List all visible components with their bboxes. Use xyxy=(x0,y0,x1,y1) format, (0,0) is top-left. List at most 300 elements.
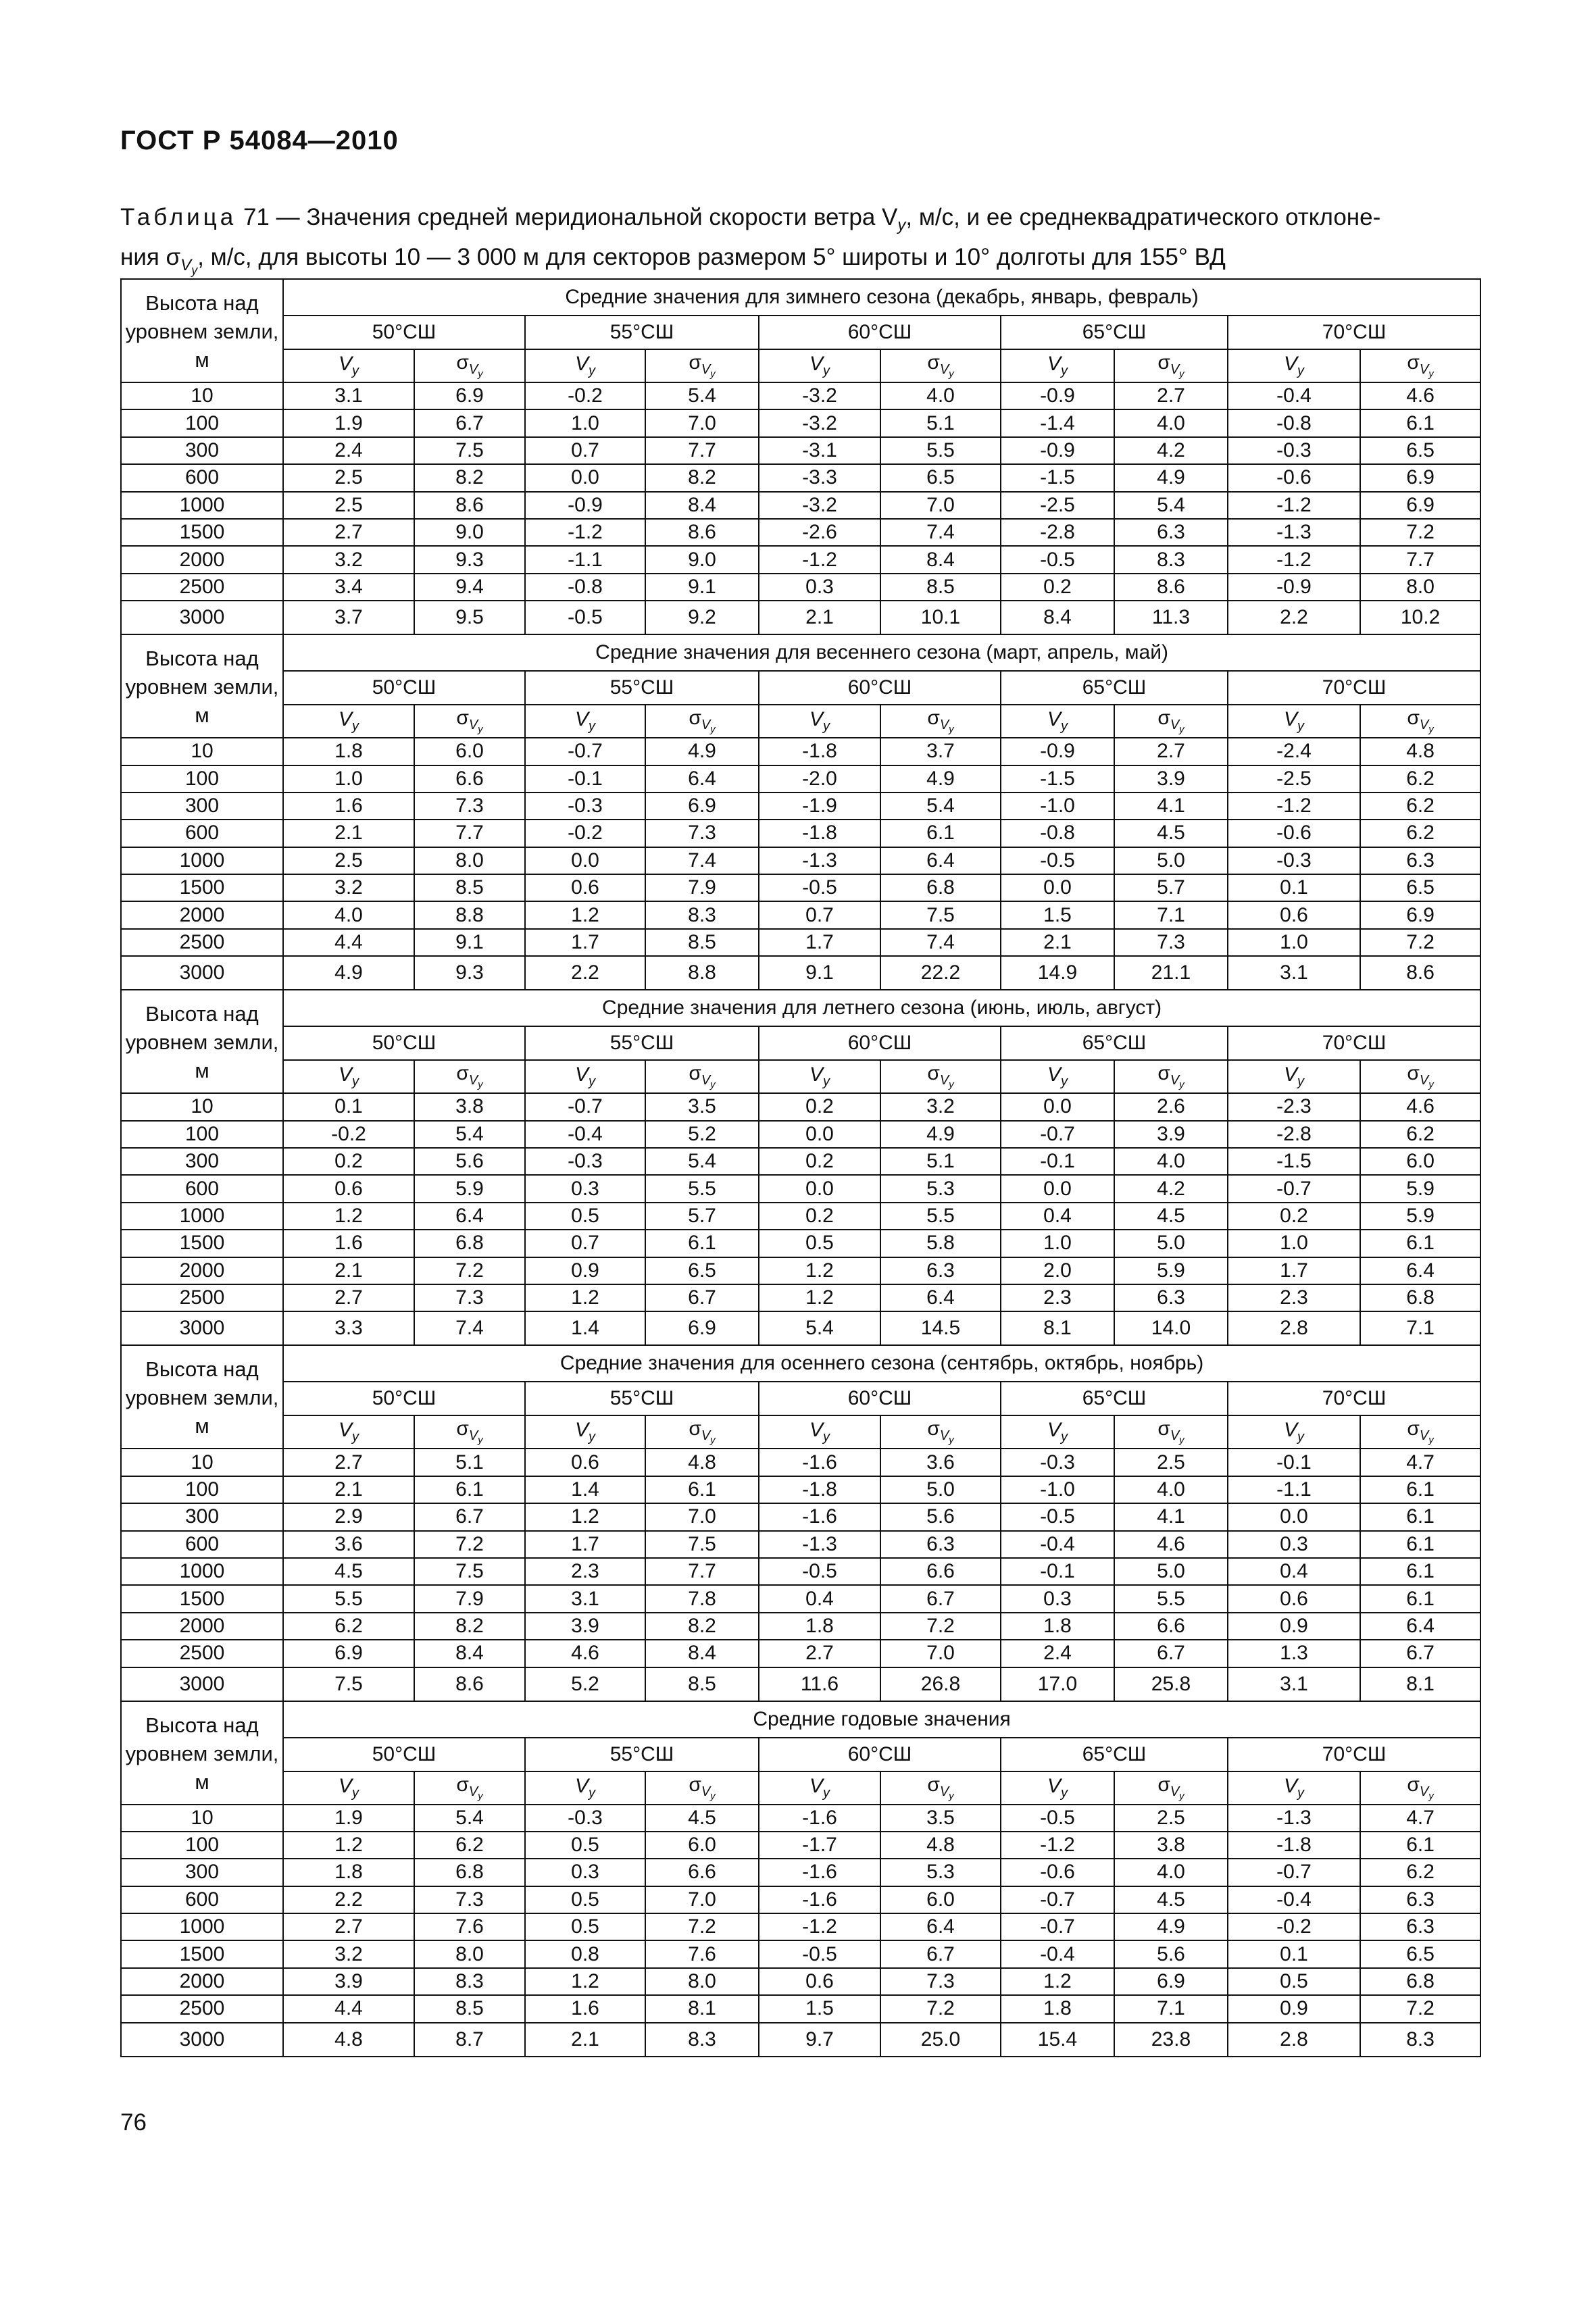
table-row xyxy=(121,464,1480,491)
table-row xyxy=(121,847,1480,874)
season-title: Средние значения для осеннего сезона (сентябрь, октябрь, ноябрь) xyxy=(283,1345,1480,1382)
value-cell: 6.4 xyxy=(1360,1613,1480,1640)
value-cell: 6.4 xyxy=(414,1203,525,1230)
value-cell: 2.4 xyxy=(283,437,414,464)
value-cell: 0.9 xyxy=(525,1257,645,1284)
value-cell: 0.4 xyxy=(1001,1203,1114,1230)
value-cell: 3.2 xyxy=(283,874,414,901)
height-cell: 2500 xyxy=(121,1640,283,1667)
value-cell: 8.4 xyxy=(645,1640,759,1667)
var-v-symbol: V xyxy=(338,1063,352,1086)
value-cell: 6.1 xyxy=(1360,1230,1480,1257)
value-cell: 6.1 xyxy=(1360,1832,1480,1859)
value-cell: 8.5 xyxy=(880,574,1001,601)
var-v-symbol: V xyxy=(1047,1774,1061,1797)
variable-header-row xyxy=(121,349,1480,382)
var-sigma-sub-y: y xyxy=(710,1079,716,1091)
var-sigma-symbol: σ xyxy=(1157,351,1170,374)
value-cell: 0.5 xyxy=(525,1832,645,1859)
variable-sigma-header xyxy=(880,1771,1001,1805)
value-cell: 4.8 xyxy=(880,1832,1001,1859)
value-cell: 6.2 xyxy=(1360,1121,1480,1148)
value-cell: 9.4 xyxy=(414,574,525,601)
var-sigma-sub-y: y xyxy=(1179,1790,1184,1802)
value-cell: 6.2 xyxy=(1360,820,1480,847)
value-cell: 8.1 xyxy=(645,1995,759,2022)
var-sigma-sub-v: V xyxy=(468,1784,478,1799)
var-sigma-sub-y: y xyxy=(949,724,954,736)
variable-sigma-header xyxy=(1360,349,1480,382)
value-cell: 6.1 xyxy=(414,1476,525,1503)
value-cell: 2.3 xyxy=(1001,1284,1114,1311)
value-cell: 0.5 xyxy=(1228,1968,1360,1995)
value-cell: 1.7 xyxy=(1228,1257,1360,1284)
value-cell: 1.9 xyxy=(283,1805,414,1832)
value-cell: 5.9 xyxy=(1114,1257,1228,1284)
value-cell: -1.5 xyxy=(1001,464,1114,491)
value-cell: -0.4 xyxy=(1228,382,1360,409)
value-cell: 7.5 xyxy=(414,1558,525,1585)
table-row xyxy=(121,382,1480,409)
height-cell: 600 xyxy=(121,820,283,847)
var-sigma-sub-y: y xyxy=(710,724,716,736)
value-cell: 0.7 xyxy=(759,901,880,928)
value-cell: 10.1 xyxy=(880,601,1001,634)
season-header-row xyxy=(121,279,1480,316)
height-cell: 10 xyxy=(121,1093,283,1120)
var-sigma-sub-v: V xyxy=(468,362,478,377)
var-v-sub: y xyxy=(1297,719,1304,734)
value-cell: 5.4 xyxy=(414,1805,525,1832)
var-sigma-sub-v: V xyxy=(701,1784,711,1799)
var-v-symbol: V xyxy=(1283,353,1297,375)
value-cell: 6.9 xyxy=(645,1311,759,1345)
value-cell: 7.2 xyxy=(414,1531,525,1558)
value-cell: -1.8 xyxy=(759,1476,880,1503)
var-v-sub: y xyxy=(823,363,830,378)
height-cell: 1000 xyxy=(121,1558,283,1585)
variable-sigma-header xyxy=(414,349,525,382)
value-cell: -0.5 xyxy=(759,1940,880,1967)
value-cell: 3.2 xyxy=(283,546,414,573)
value-cell: 3.9 xyxy=(525,1613,645,1640)
value-cell: 7.8 xyxy=(645,1585,759,1612)
value-cell: 4.1 xyxy=(1114,793,1228,820)
season-title: Средние значения для летнего сезона (июнь, июль, август) xyxy=(283,990,1480,1026)
value-cell: -1.7 xyxy=(759,1832,880,1859)
var-v-sub: y xyxy=(823,1074,830,1090)
variable-sigma-header xyxy=(1360,1060,1480,1093)
value-cell: 0.5 xyxy=(525,1913,645,1940)
value-cell: 0.1 xyxy=(1228,874,1360,901)
value-cell: -3.2 xyxy=(759,382,880,409)
height-cell: 100 xyxy=(121,1121,283,1148)
value-cell: 1.7 xyxy=(759,929,880,956)
value-cell: 0.3 xyxy=(759,574,880,601)
var-v-sub: y xyxy=(589,1430,595,1445)
value-cell: 1.0 xyxy=(283,765,414,793)
value-cell: 14.9 xyxy=(1001,956,1114,990)
var-sigma-sub-y: y xyxy=(949,1434,954,1447)
value-cell: 8.4 xyxy=(880,546,1001,573)
value-cell: 3.2 xyxy=(283,1940,414,1967)
value-cell: -3.2 xyxy=(759,409,880,436)
value-cell: 5.7 xyxy=(645,1203,759,1230)
value-cell: 2.9 xyxy=(283,1503,414,1530)
value-cell: -1.3 xyxy=(1228,1805,1360,1832)
var-sigma-sub-v: V xyxy=(468,1428,478,1444)
caption-number: 71 xyxy=(243,204,270,230)
value-cell: 0.6 xyxy=(1228,1585,1360,1612)
value-cell: 4.5 xyxy=(1114,1886,1228,1913)
value-cell: -2.8 xyxy=(1001,519,1114,546)
latitude-header: 70°СШ xyxy=(1228,671,1480,705)
value-cell: -2.6 xyxy=(759,519,880,546)
value-cell: -0.5 xyxy=(1001,546,1114,573)
value-cell: -0.8 xyxy=(525,574,645,601)
value-cell: -1.8 xyxy=(1228,1832,1360,1859)
value-cell: 4.4 xyxy=(283,929,414,956)
var-sigma-symbol: σ xyxy=(927,1062,940,1085)
height-cell: 1500 xyxy=(121,1940,283,1967)
value-cell: 4.0 xyxy=(1114,1859,1228,1886)
variable-sigma-header xyxy=(880,1415,1001,1449)
value-cell: 2.7 xyxy=(1114,738,1228,765)
height-cell: 3000 xyxy=(121,956,283,990)
value-cell: 9.0 xyxy=(645,546,759,573)
value-cell: -1.8 xyxy=(759,738,880,765)
table-row xyxy=(121,956,1480,990)
table-row xyxy=(121,1121,1480,1148)
value-cell: -0.2 xyxy=(283,1121,414,1148)
var-sigma-sub-v: V xyxy=(939,1428,949,1444)
var-sigma-symbol: σ xyxy=(456,1062,469,1085)
value-cell: 7.2 xyxy=(645,1913,759,1940)
value-cell: 3.8 xyxy=(1114,1832,1228,1859)
variable-sigma-header xyxy=(645,1771,759,1805)
height-cell: 2500 xyxy=(121,929,283,956)
variable-sigma-header xyxy=(645,349,759,382)
value-cell: 8.6 xyxy=(414,1667,525,1701)
value-cell: 2.8 xyxy=(1228,1311,1360,1345)
value-cell: 1.5 xyxy=(759,1995,880,2022)
latitude-header: 50°СШ xyxy=(283,316,525,349)
value-cell: 0.2 xyxy=(1001,574,1114,601)
value-cell: 6.7 xyxy=(880,1940,1001,1967)
value-cell: 0.0 xyxy=(1228,1503,1360,1530)
value-cell: 4.7 xyxy=(1360,1449,1480,1476)
value-cell: 5.6 xyxy=(414,1148,525,1175)
value-cell: 6.5 xyxy=(880,464,1001,491)
value-cell: 4.5 xyxy=(1114,820,1228,847)
value-cell: 6.6 xyxy=(645,1859,759,1886)
value-cell: 8.2 xyxy=(414,1613,525,1640)
value-cell: 6.3 xyxy=(1360,847,1480,874)
value-cell: 3.9 xyxy=(1114,765,1228,793)
value-cell: -0.1 xyxy=(1001,1558,1114,1585)
var-sigma-sub-y: y xyxy=(478,1790,483,1802)
variable-header-row xyxy=(121,705,1480,738)
var-sigma-symbol: σ xyxy=(1407,1417,1420,1440)
value-cell: -0.4 xyxy=(525,1121,645,1148)
var-sigma-sub-v: V xyxy=(1170,362,1180,377)
value-cell: 6.2 xyxy=(1360,1859,1480,1886)
value-cell: 6.4 xyxy=(1360,1257,1480,1284)
value-cell: 4.5 xyxy=(1114,1203,1228,1230)
value-cell: 4.4 xyxy=(283,1995,414,2022)
value-cell: 7.6 xyxy=(645,1940,759,1967)
value-cell: -2.3 xyxy=(1228,1093,1360,1120)
value-cell: 7.2 xyxy=(880,1613,1001,1640)
var-v-symbol: V xyxy=(574,1419,589,1442)
variable-v-header xyxy=(1228,1771,1360,1805)
value-cell: 7.7 xyxy=(645,437,759,464)
var-sigma-symbol: σ xyxy=(927,707,940,730)
value-cell: 4.8 xyxy=(1360,738,1480,765)
variable-v-header xyxy=(759,349,880,382)
value-cell: 0.3 xyxy=(525,1859,645,1886)
season-header-row xyxy=(121,1701,1480,1738)
value-cell: 0.4 xyxy=(1228,1558,1360,1585)
value-cell: 0.6 xyxy=(283,1175,414,1202)
value-cell: -0.2 xyxy=(525,820,645,847)
value-cell: 2.5 xyxy=(283,847,414,874)
value-cell: -3.2 xyxy=(759,492,880,519)
height-cell: 2000 xyxy=(121,901,283,928)
value-cell: 7.3 xyxy=(414,793,525,820)
variable-v-header xyxy=(283,705,414,738)
value-cell: -1.9 xyxy=(759,793,880,820)
value-cell: 0.2 xyxy=(1228,1203,1360,1230)
value-cell: 7.4 xyxy=(880,929,1001,956)
height-cell: 300 xyxy=(121,437,283,464)
caption-label: Таблица xyxy=(120,204,237,230)
value-cell: 6.5 xyxy=(1360,437,1480,464)
value-cell: 2.5 xyxy=(1114,1805,1228,1832)
height-cell: 1000 xyxy=(121,847,283,874)
value-cell: 6.7 xyxy=(414,1503,525,1530)
var-v-symbol: V xyxy=(809,1063,823,1086)
var-sigma-sub-y: y xyxy=(1428,1790,1434,1802)
value-cell: 3.9 xyxy=(283,1968,414,1995)
var-v-symbol: V xyxy=(1283,1419,1297,1442)
var-sigma-symbol: σ xyxy=(689,1062,701,1085)
var-v-sub: y xyxy=(352,719,359,734)
value-cell: -1.6 xyxy=(759,1503,880,1530)
variable-v-header xyxy=(1228,1415,1360,1449)
value-cell: 2.7 xyxy=(283,1449,414,1476)
value-cell: 6.8 xyxy=(414,1230,525,1257)
value-cell: -0.3 xyxy=(525,1805,645,1832)
value-cell: 22.2 xyxy=(880,956,1001,990)
value-cell: 6.1 xyxy=(1360,1558,1480,1585)
value-cell: 4.7 xyxy=(1360,1805,1480,1832)
value-cell: -0.7 xyxy=(1001,1886,1114,1913)
var-sigma-sub-v: V xyxy=(939,718,949,733)
height-column-header: Высота над уровнем земли, м xyxy=(121,279,283,382)
latitude-header: 70°СШ xyxy=(1228,1382,1480,1415)
value-cell: 5.4 xyxy=(880,793,1001,820)
latitude-header: 50°СШ xyxy=(283,1026,525,1060)
latitude-header: 65°СШ xyxy=(1001,1738,1228,1771)
value-cell: 4.1 xyxy=(1114,1503,1228,1530)
var-v-sub: y xyxy=(1061,1785,1068,1801)
value-cell: 6.9 xyxy=(1114,1968,1228,1995)
value-cell: 9.2 xyxy=(645,601,759,634)
caption-text-4: , м/с, для высоты 10 — 3 000 м для секторов размером 5° широты и 10° долготы для 155° ВД xyxy=(197,244,1226,270)
table-row xyxy=(121,574,1480,601)
value-cell: -0.7 xyxy=(525,738,645,765)
var-sigma-sub-y: y xyxy=(949,1790,954,1802)
var-v-sub: y xyxy=(589,363,595,378)
var-v-symbol: V xyxy=(1283,1063,1297,1086)
value-cell: 1.6 xyxy=(525,1995,645,2022)
value-cell: 2.7 xyxy=(283,1284,414,1311)
value-cell: 0.7 xyxy=(525,1230,645,1257)
value-cell: 5.2 xyxy=(645,1121,759,1148)
value-cell: 3.2 xyxy=(880,1093,1001,1120)
value-cell: 7.7 xyxy=(1360,546,1480,573)
var-v-sub: y xyxy=(589,1074,595,1090)
value-cell: 0.0 xyxy=(525,464,645,491)
variable-sigma-header xyxy=(1114,1060,1228,1093)
value-cell: 5.4 xyxy=(414,1121,525,1148)
variable-v-header xyxy=(1001,349,1114,382)
latitude-header: 50°СШ xyxy=(283,1738,525,1771)
table-row xyxy=(121,901,1480,928)
value-cell: -1.6 xyxy=(759,1449,880,1476)
value-cell: 8.3 xyxy=(1360,2023,1480,2057)
season-title: Средние годовые значения xyxy=(283,1701,1480,1738)
value-cell: -0.4 xyxy=(1001,1940,1114,1967)
value-cell: 0.5 xyxy=(525,1203,645,1230)
var-sigma-symbol: σ xyxy=(689,1773,701,1796)
value-cell: 0.0 xyxy=(759,1121,880,1148)
variable-v-header xyxy=(525,349,645,382)
value-cell: 7.3 xyxy=(1114,929,1228,956)
latitude-header: 65°СШ xyxy=(1001,316,1228,349)
value-cell: 8.4 xyxy=(1001,601,1114,634)
value-cell: 5.5 xyxy=(880,437,1001,464)
table-row xyxy=(121,1230,1480,1257)
value-cell: 2.1 xyxy=(759,601,880,634)
value-cell: -1.0 xyxy=(1001,793,1114,820)
latitude-header: 65°СШ xyxy=(1001,671,1228,705)
value-cell: 2.7 xyxy=(1114,382,1228,409)
var-sigma-sub-y: y xyxy=(1179,724,1184,736)
value-cell: 11.3 xyxy=(1114,601,1228,634)
value-cell: -1.6 xyxy=(759,1805,880,1832)
var-sigma-sub-v: V xyxy=(939,362,949,377)
value-cell: 6.4 xyxy=(880,1284,1001,1311)
value-cell: -1.2 xyxy=(759,1913,880,1940)
value-cell: -0.9 xyxy=(525,492,645,519)
var-v-symbol: V xyxy=(338,353,352,375)
var-sigma-sub-y: y xyxy=(1179,1079,1184,1091)
value-cell: 4.0 xyxy=(1114,1148,1228,1175)
var-sigma-sub-y: y xyxy=(478,1079,483,1091)
value-cell: -0.4 xyxy=(1001,1531,1114,1558)
caption-text: — Значения средней меридиональной скорости ветра V xyxy=(269,204,898,230)
value-cell: 8.5 xyxy=(414,1995,525,2022)
value-cell: -2.4 xyxy=(1228,738,1360,765)
value-cell: 6.9 xyxy=(1360,901,1480,928)
value-cell: 6.2 xyxy=(283,1613,414,1640)
height-cell: 2000 xyxy=(121,1968,283,1995)
value-cell: 0.9 xyxy=(1228,1995,1360,2022)
value-cell: 7.0 xyxy=(645,1503,759,1530)
value-cell: 4.0 xyxy=(1114,409,1228,436)
height-cell: 2500 xyxy=(121,1284,283,1311)
var-sigma-sub-v: V xyxy=(701,1428,711,1444)
var-v-symbol: V xyxy=(1047,353,1061,375)
value-cell: 5.5 xyxy=(1114,1585,1228,1612)
value-cell: 3.1 xyxy=(283,382,414,409)
table-row xyxy=(121,1284,1480,1311)
table-row xyxy=(121,765,1480,793)
variable-v-header xyxy=(1001,1060,1114,1093)
value-cell: 6.8 xyxy=(1360,1284,1480,1311)
var-v-sub: y xyxy=(352,1785,359,1801)
latitude-header: 60°СШ xyxy=(759,1382,1001,1415)
var-sigma-symbol: σ xyxy=(927,351,940,374)
value-cell: 8.8 xyxy=(414,901,525,928)
value-cell: -1.6 xyxy=(759,1859,880,1886)
value-cell: 6.3 xyxy=(880,1257,1001,1284)
latitude-header: 60°СШ xyxy=(759,316,1001,349)
value-cell: 23.8 xyxy=(1114,2023,1228,2057)
value-cell: 5.9 xyxy=(1360,1175,1480,1202)
value-cell: 2.1 xyxy=(283,820,414,847)
value-cell: -0.3 xyxy=(1228,437,1360,464)
value-cell: 0.2 xyxy=(283,1148,414,1175)
value-cell: 6.6 xyxy=(414,765,525,793)
table-row xyxy=(121,1832,1480,1859)
var-v-sub: y xyxy=(589,719,595,734)
latitude-header: 60°СШ xyxy=(759,1738,1001,1771)
value-cell: 0.5 xyxy=(525,1886,645,1913)
variable-v-header xyxy=(1001,705,1114,738)
var-sigma-sub-v: V xyxy=(939,1073,949,1088)
variable-v-header xyxy=(283,1415,414,1449)
value-cell: 5.1 xyxy=(880,409,1001,436)
value-cell: 9.5 xyxy=(414,601,525,634)
value-cell: 4.8 xyxy=(645,1449,759,1476)
value-cell: -0.6 xyxy=(1228,464,1360,491)
value-cell: 2.3 xyxy=(1228,1284,1360,1311)
value-cell: 7.5 xyxy=(414,437,525,464)
value-cell: 7.9 xyxy=(414,1585,525,1612)
value-cell: 6.6 xyxy=(880,1558,1001,1585)
value-cell: 7.0 xyxy=(645,1886,759,1913)
var-sigma-sub-v: V xyxy=(939,1784,949,1799)
variable-v-header xyxy=(283,1060,414,1093)
value-cell: 9.1 xyxy=(414,929,525,956)
height-cell: 1500 xyxy=(121,1585,283,1612)
value-cell: 7.7 xyxy=(414,820,525,847)
value-cell: 0.7 xyxy=(525,437,645,464)
height-cell: 2000 xyxy=(121,1613,283,1640)
caption-subsubscript: V xyxy=(180,256,192,274)
season-title: Средние значения для зимнего сезона (декабрь, январь, февраль) xyxy=(283,279,1480,316)
value-cell: 7.3 xyxy=(414,1886,525,1913)
variable-v-header xyxy=(759,1771,880,1805)
value-cell: 2.2 xyxy=(283,1886,414,1913)
value-cell: 1.0 xyxy=(1228,1230,1360,1257)
value-cell: 1.2 xyxy=(525,1968,645,1995)
table-row xyxy=(121,1175,1480,1202)
latitude-header: 55°СШ xyxy=(525,1382,759,1415)
